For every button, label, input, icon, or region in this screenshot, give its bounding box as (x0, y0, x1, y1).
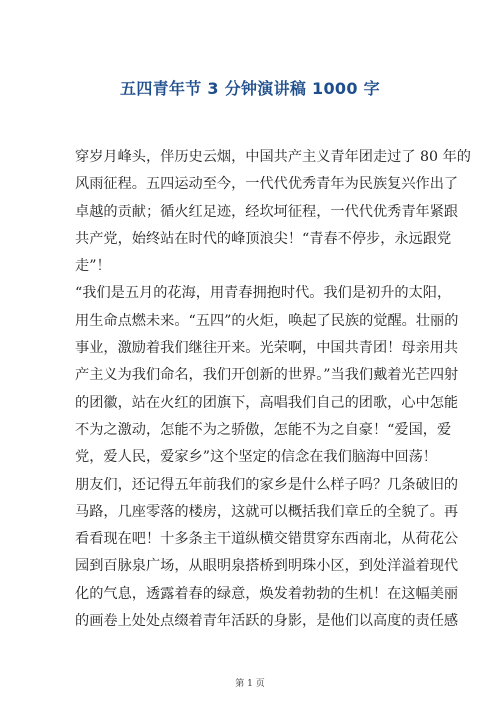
body-line: 马路，几座零落的楼房，这就可以概括我们章丘的全貌了。再 (75, 503, 459, 520)
body-line: 产主义为我们命名，我们开创新的世界。”当我们戴着光芒四射 (75, 367, 459, 384)
body-line: 共产党，始终站在时代的峰顶浪尖！“青春不停步，永远跟党 (75, 230, 452, 247)
document-body (75, 144, 471, 635)
body-line: 化的气息，透露着春的绿意，焕发着勃勃的生机！在这幅美丽 (75, 585, 459, 602)
body-line: 的画卷上处处点缀着青年活跃的身影，是他们以高度的责任感 (75, 613, 459, 630)
body-line: 的团徽，站在火红的团旗下，高唱我们自己的团歌，心中怎能 (75, 394, 459, 411)
body-line: 不为之激动，怎能不为之骄傲，怎能不为之自豪！“爱国，爱 (75, 421, 452, 438)
document-title: 五四青年节 3 分钟演讲稿 1000 字 (120, 79, 380, 98)
body-line: 风雨征程。五四运动至今，一代代优秀青年为民族复兴作出了 (75, 176, 459, 193)
body-line: 园到百脉泉广场，从眼明泉搭桥到明珠小区，到处洋溢着现代 (75, 558, 459, 575)
page-number: 第 1 页 (235, 679, 265, 689)
body-line: 事业，激励着我们继往开来。光荣啊，中国共青团！母亲用共 (75, 340, 459, 357)
body-line: 朋友们，还记得五年前我们的家乡是什么样子吗？几条破旧的 (75, 476, 459, 493)
body-line: 党，爱人民，爱家乡”这个坚定的信念在我们脑海中回荡！ (75, 449, 437, 466)
body-line: 卓越的贡献；循火红足迹，经坎坷征程，一代代优秀青年紧跟 (75, 203, 459, 220)
body-line: “我们是五月的花海，用青春拥抱时代。我们是初升的太阳， (75, 285, 452, 302)
body-line: 用生命点燃未来。“五四”的火炬，唤起了民族的觉醒。壮丽的 (75, 312, 459, 329)
body-line: 走”！ (75, 258, 111, 275)
body-line: 穿岁月峰头，伴历史云烟，中国共产主义青年团走过了 80 年的 (75, 149, 471, 165)
body-line: 看看现在吧！十多条主干道纵横交错贯穿东西南北，从荷花公 (75, 531, 459, 548)
